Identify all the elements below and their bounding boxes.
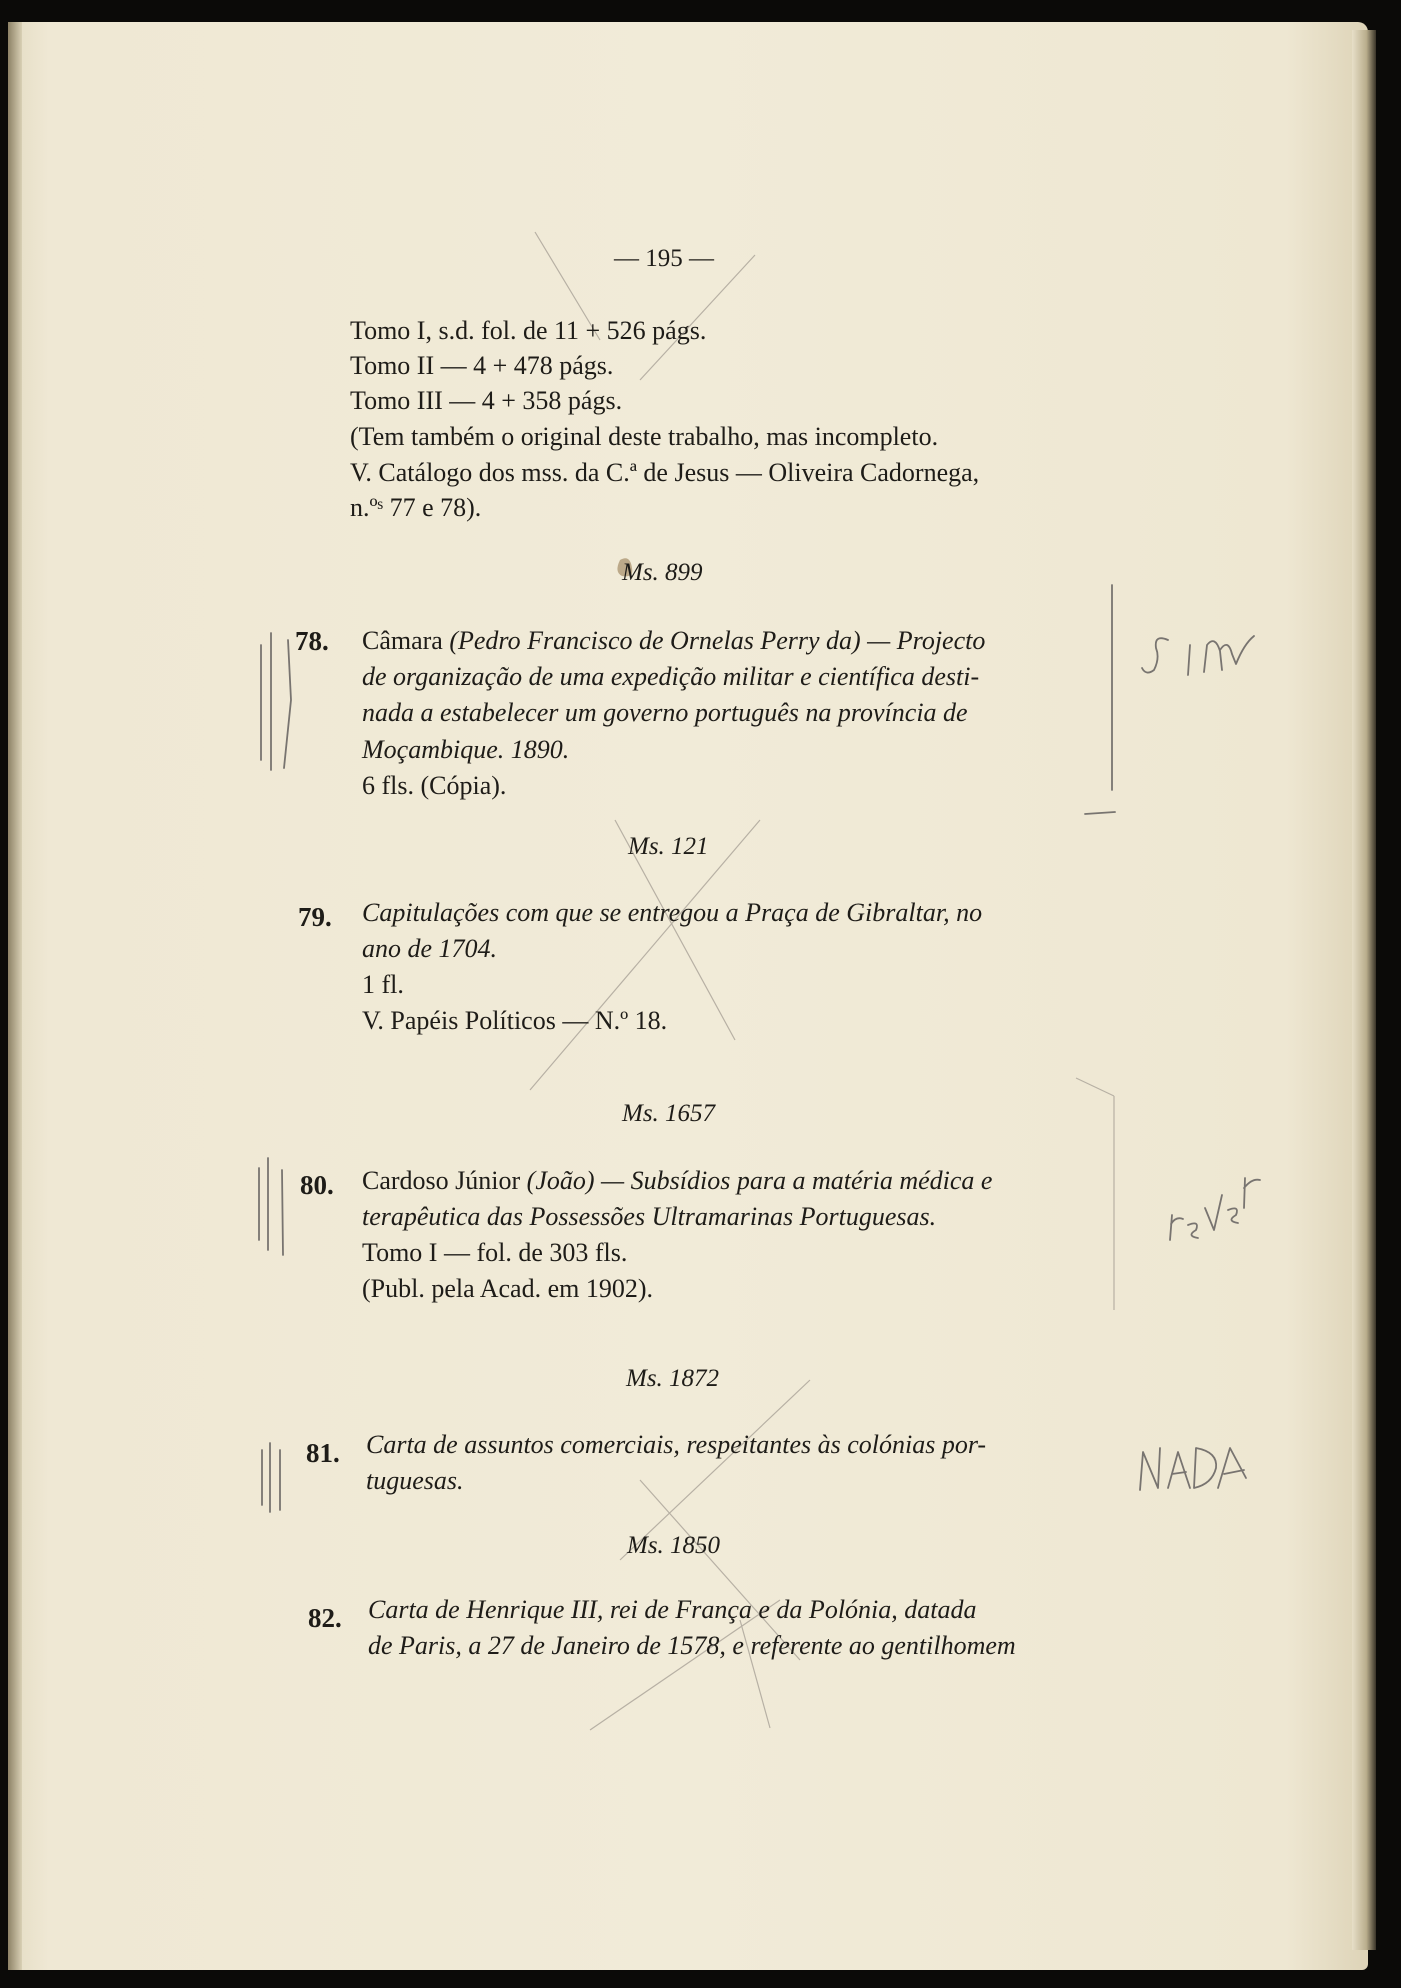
entry-line: V. Papéis Políticos — N.º 18. [362,1006,668,1035]
entry-number: 79. [298,902,332,932]
entry-line: (Publ. pela Acad. em 1902). [362,1274,653,1303]
entry-line: 1 fl. [362,970,404,999]
continuation-line: (Tem também o original deste trabalho, mas incompleto. [350,422,939,451]
continuation-line: V. Catálogo dos mss. da C.ª de Jesus — Oliveira Cadornega, [350,458,980,487]
diagonal-guide-lines [530,232,1114,1730]
entry-line: Tomo I — fol. de 303 fls. [362,1238,628,1267]
entry-number: 81. [306,1438,340,1468]
entry-line: de Paris, a 27 de Janeiro de 1578, e referente ao gentilhomem [368,1631,1016,1660]
entry-line: tuguesas. [366,1466,464,1495]
entry-line: Carta de assuntos comerciais, respeitantes às colónias por- [366,1430,987,1459]
continuation-line: Tomo II — 4 + 478 págs. [350,351,614,380]
entry-number: 78. [295,626,329,656]
shelfmark: Ms. 1850 [627,1532,721,1559]
entry-line: de organização de uma expedição militar e científica desti- [362,662,980,691]
handwritten-marks [1140,636,1260,1490]
continuation-line: n.ºˢ 77 e 78). [350,493,482,522]
entry-line: ano de 1704. [362,934,498,963]
entry-line: Câmara (Pedro Francisco de Ornelas Perry da) — Projecto [362,626,986,655]
entry-number: 80. [300,1170,334,1200]
entry-line: 6 fls. (Cópia). [362,771,507,800]
page-number: — 195 — [614,245,714,272]
entry-line: Cardoso Júnior (João) — Subsídios para a matéria médica e [362,1166,993,1195]
continuation-line: Tomo I, s.d. fol. de 11 + 526 págs. [350,316,707,345]
shelfmark: Ms. 121 [628,833,709,860]
entry-line: Moçambique. 1890. [362,735,570,764]
shelfmark: Ms. 1657 [622,1100,716,1127]
entry-line: terapêutica das Possessões Ultramarinas Portuguesas. [362,1202,937,1231]
entry-line: nada a estabelecer um governo português na província de [362,698,968,727]
continuation-line: Tomo III — 4 + 358 págs. [350,386,623,415]
entry-number: 82. [308,1603,342,1633]
entry-line: Carta de Henrique III, rei de França e da Polónia, datada [368,1595,977,1624]
entry-line: Capitulações com que se entregou a Praça de Gibraltar, no [362,898,983,927]
shelfmark: Ms. 1872 [626,1365,720,1392]
shelfmark: Ms. 899 [622,559,703,586]
